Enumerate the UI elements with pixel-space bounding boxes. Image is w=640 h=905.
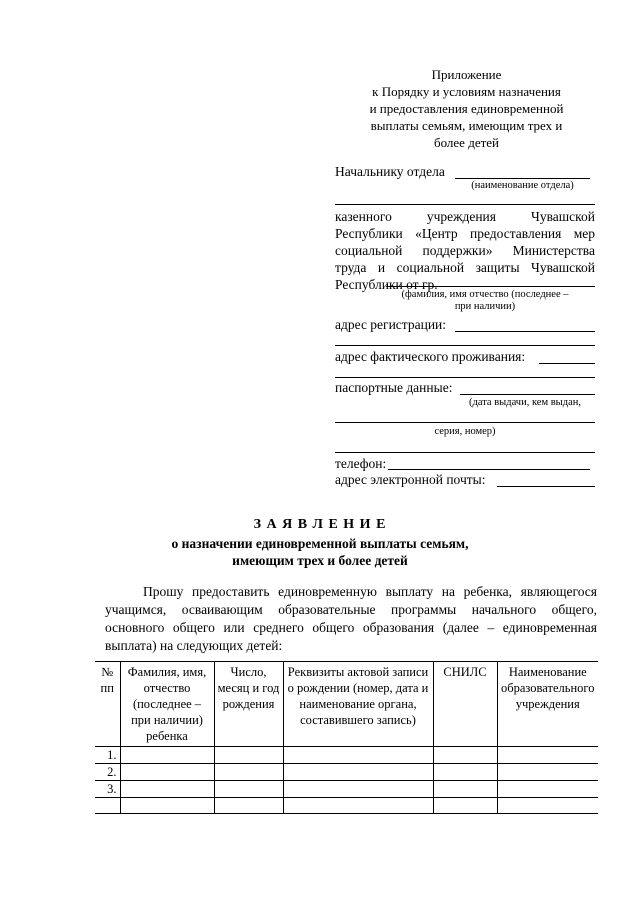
col-header-number: № пп: [95, 662, 120, 747]
passport-label: паспортные данные:: [335, 380, 453, 395]
phone-field[interactable]: [388, 469, 590, 470]
cell-school[interactable]: [497, 781, 598, 798]
reg-address-field[interactable]: [455, 331, 595, 332]
col-header-birthdate: Число, месяц и год рождения: [214, 662, 283, 747]
cell-name[interactable]: [120, 747, 214, 764]
phone-label: телефон:: [335, 456, 387, 471]
col-header-school: Наименование образовательного учреждения: [497, 662, 598, 747]
email-field[interactable]: [497, 486, 595, 487]
row-number: 3.: [95, 781, 120, 798]
passport-field-line-2[interactable]: [335, 422, 595, 423]
applicant-name-field[interactable]: [386, 286, 595, 287]
children-table: [95, 661, 598, 814]
cell-birth-record[interactable]: [283, 781, 433, 798]
dept-field-line-2[interactable]: [335, 204, 595, 205]
statement-subtitle-1: о назначении единовременной выплаты семьям,: [171, 536, 469, 551]
passport-hint-2: серия, номер): [434, 426, 496, 437]
institution-text: казенного учреждения Чувашской Республики «Центр предоставления мер социальной поддержки» Министерства труда и социальной защиты Чувашской Республики от гр.: [335, 209, 595, 292]
head-label: Начальнику отдела: [335, 164, 445, 179]
cell-name[interactable]: [120, 764, 214, 781]
statement-intro: Прошу предоставить единовременную выплату на ребенка, являющегося учащимся, осваивающим образовательные программы начального общего, основного общего или среднего общего образования (далее – единовременная выплата) на следующих детей:: [105, 584, 597, 653]
appendix-line: и предоставления единовременной: [369, 101, 564, 116]
reg-address-label: адрес регистрации:: [335, 317, 447, 332]
cell-birthdate[interactable]: [214, 798, 283, 814]
name-hint-2: при наличии): [454, 301, 516, 312]
cell-snils[interactable]: [433, 781, 497, 798]
passport-hint-1: (дата выдачи, кем выдан,: [468, 397, 581, 408]
cell-birthdate[interactable]: [214, 764, 283, 781]
cell-school[interactable]: [497, 747, 598, 764]
cell-snils[interactable]: [433, 798, 497, 814]
table-row: [95, 798, 598, 814]
passport-field[interactable]: [460, 394, 595, 395]
appendix-line: более детей: [433, 135, 499, 150]
appendix-line: Приложение: [431, 67, 502, 82]
row-number: 2.: [95, 764, 120, 781]
table-row: [95, 747, 598, 764]
cell-name[interactable]: [120, 781, 214, 798]
passport-field-line-3[interactable]: [335, 452, 595, 453]
appendix-line: выплаты семьям, имеющим трех и: [370, 118, 563, 133]
cell-school[interactable]: [497, 798, 598, 814]
row-number: [95, 798, 120, 814]
cell-birth-record[interactable]: [283, 764, 433, 781]
actual-address-field[interactable]: [539, 363, 595, 364]
appendix-line: к Порядку и условиям назначения: [372, 84, 561, 99]
statement-title: З А Я В Л Е Н И Е: [253, 517, 387, 532]
cell-birth-record[interactable]: [283, 747, 433, 764]
dept-hint: (наименование отдела): [471, 180, 574, 191]
row-number: 1.: [95, 747, 120, 764]
email-label: адрес электронной почты:: [335, 472, 486, 487]
cell-name[interactable]: [120, 798, 214, 814]
table-row: [95, 764, 598, 781]
col-header-name: Фамилия, имя, отчество (последнее – при наличии) ребенка: [120, 662, 214, 747]
actual-address-label: адрес фактического проживания:: [335, 349, 526, 364]
table-row: [95, 781, 598, 798]
cell-snils[interactable]: [433, 747, 497, 764]
table-header-row: [95, 662, 598, 747]
cell-school[interactable]: [497, 764, 598, 781]
cell-birthdate[interactable]: [214, 747, 283, 764]
cell-birth-record[interactable]: [283, 798, 433, 814]
appendix-header: [333, 66, 600, 151]
cell-birthdate[interactable]: [214, 781, 283, 798]
statement-subtitle-2: имеющим трех и более детей: [232, 553, 408, 568]
col-header-birth-record: Реквизиты актовой записи о рождении (номер, дата и наименование органа, составившего запись): [283, 662, 433, 747]
actual-address-field-line-2[interactable]: [335, 377, 595, 378]
name-hint-1: (фамилия, имя отчество (последнее –: [401, 289, 569, 300]
dept-field[interactable]: [455, 178, 590, 179]
cell-snils[interactable]: [433, 764, 497, 781]
col-header-snils: СНИЛС: [433, 662, 497, 747]
reg-address-field-line-2[interactable]: [335, 345, 595, 346]
